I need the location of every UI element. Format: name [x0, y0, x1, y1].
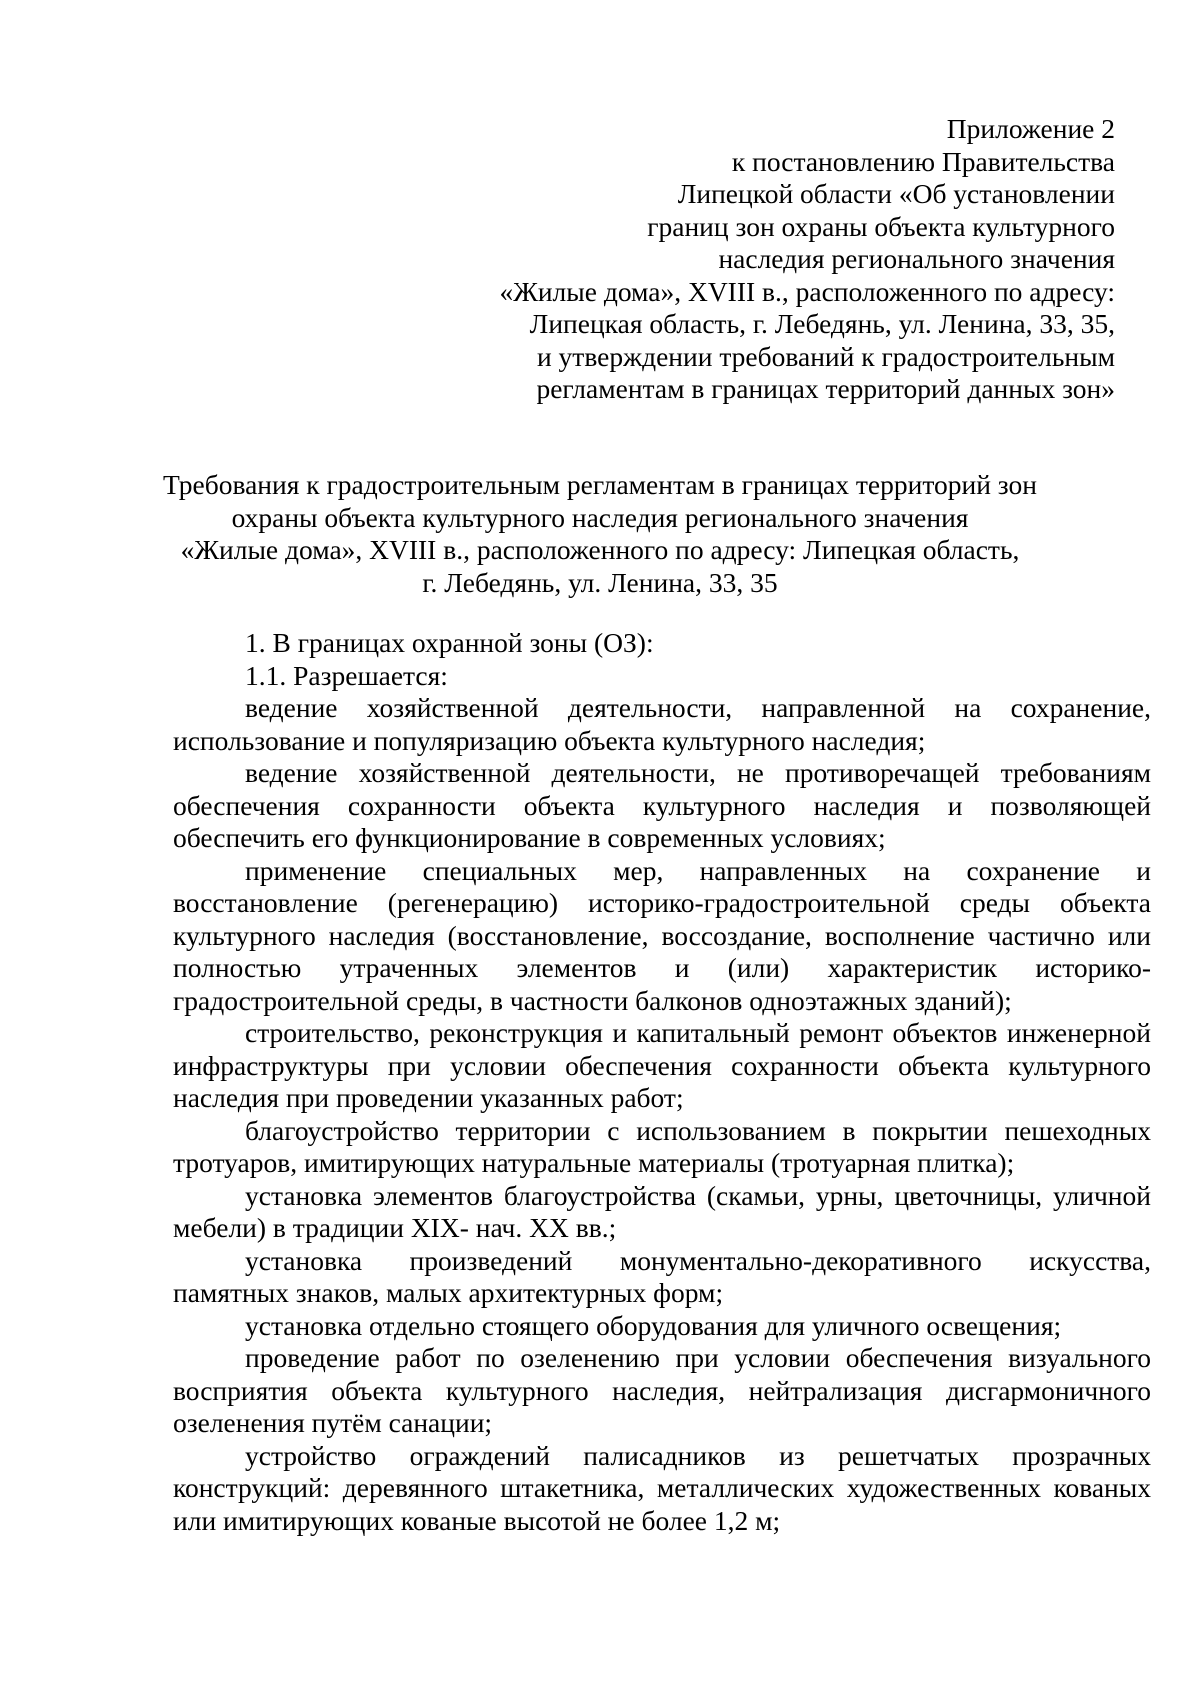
list-item: благоустройство территории с использованием в покрытии пешеходных тротуаров, имитирующих натуральные материалы (тротуарная плитка); [173, 1114, 1151, 1178]
appendix-line: к постановлению Правительства [731, 145, 1115, 177]
appendix-line: Липецкая область, г. Лебедянь, ул. Ленина, 33, 35, [529, 308, 1115, 339]
appendix-header [395, 113, 1115, 406]
section-heading: 1. В границах охранной зоны (ОЗ): [245, 627, 654, 658]
list-item: установка произведений монументально-декоративного искусства, памятных знаков, малых архитектурных форм; [173, 1244, 1151, 1308]
list-item: установка элементов благоустройства (скамьи, урны, цветочницы, уличной мебели) в традиции XIX- нач. XX вв.; [173, 1179, 1151, 1243]
appendix-line: границ зон охраны объекта культурного [647, 210, 1115, 242]
document-body [173, 627, 1151, 1537]
appendix-line: наследия регионального значения [718, 243, 1115, 274]
title-line: охраны объекта культурного наследия регионального значения [231, 501, 969, 533]
appendix-line: Приложение 2 [946, 113, 1115, 144]
list-item: ведение хозяйственной деятельности, не противоречащей требованиям обеспечения сохранности объекта культурного наследия и позволяющей обеспечить его функционирование в современных условиях; [173, 757, 1151, 853]
appendix-line: Липецкой области «Об установлении [677, 178, 1115, 209]
list-item: устройство ограждений палисадников из решетчатых прозрачных конструкций: деревянного штакетника, металлических художественных кованых или имитирующих кованые высотой не более 1,2 м; [173, 1439, 1151, 1536]
title-line: г. Лебедянь, ул. Ленина, 33, 35 [422, 566, 778, 598]
list-item: ведение хозяйственной деятельности, направленной на сохранение, использование и популяризацию объекта культурного наследия; [173, 692, 1151, 756]
list-item: строительство, реконструкция и капитальный ремонт объектов инженерной инфраструктуры при условии обеспечения сохранности объекта культурного наследия при проведении указанных работ; [173, 1017, 1151, 1113]
title-line: Требования к градостроительным регламентам в границах территорий зон [163, 469, 1037, 500]
document-title [150, 469, 1050, 599]
list-item: проведение работ по озеленению при условии обеспечения визуального восприятия объекта культурного наследия, нейтрализация дисгармоничного озеленения путём санации; [173, 1342, 1151, 1438]
list-item: применение специальных мер, направленных на сохранение и восстановление (регенерацию) историко-градостроительной среды объекта культурного наследия (восстановление, воссоздание, восполнение частично или полностью утраченных элементов и (или) характеристик историко-градостроительной среды, в частности балконов одноэтажных зданий); [173, 854, 1151, 1016]
title-line: «Жилые дома», XVIII в., расположенного по адресу: Липецкая область, [180, 534, 1020, 565]
appendix-line: и утверждении требований к градостроительным [536, 340, 1115, 372]
appendix-line: регламентам в границах территорий данных зон» [536, 373, 1115, 404]
appendix-line: «Жилые дома», XVIII в., расположенного по адресу: [499, 275, 1115, 307]
section-subheading: 1.1. Разрешается: [245, 659, 448, 691]
list-item: установка отдельно стоящего оборудования для уличного освещения; [245, 1309, 1062, 1341]
